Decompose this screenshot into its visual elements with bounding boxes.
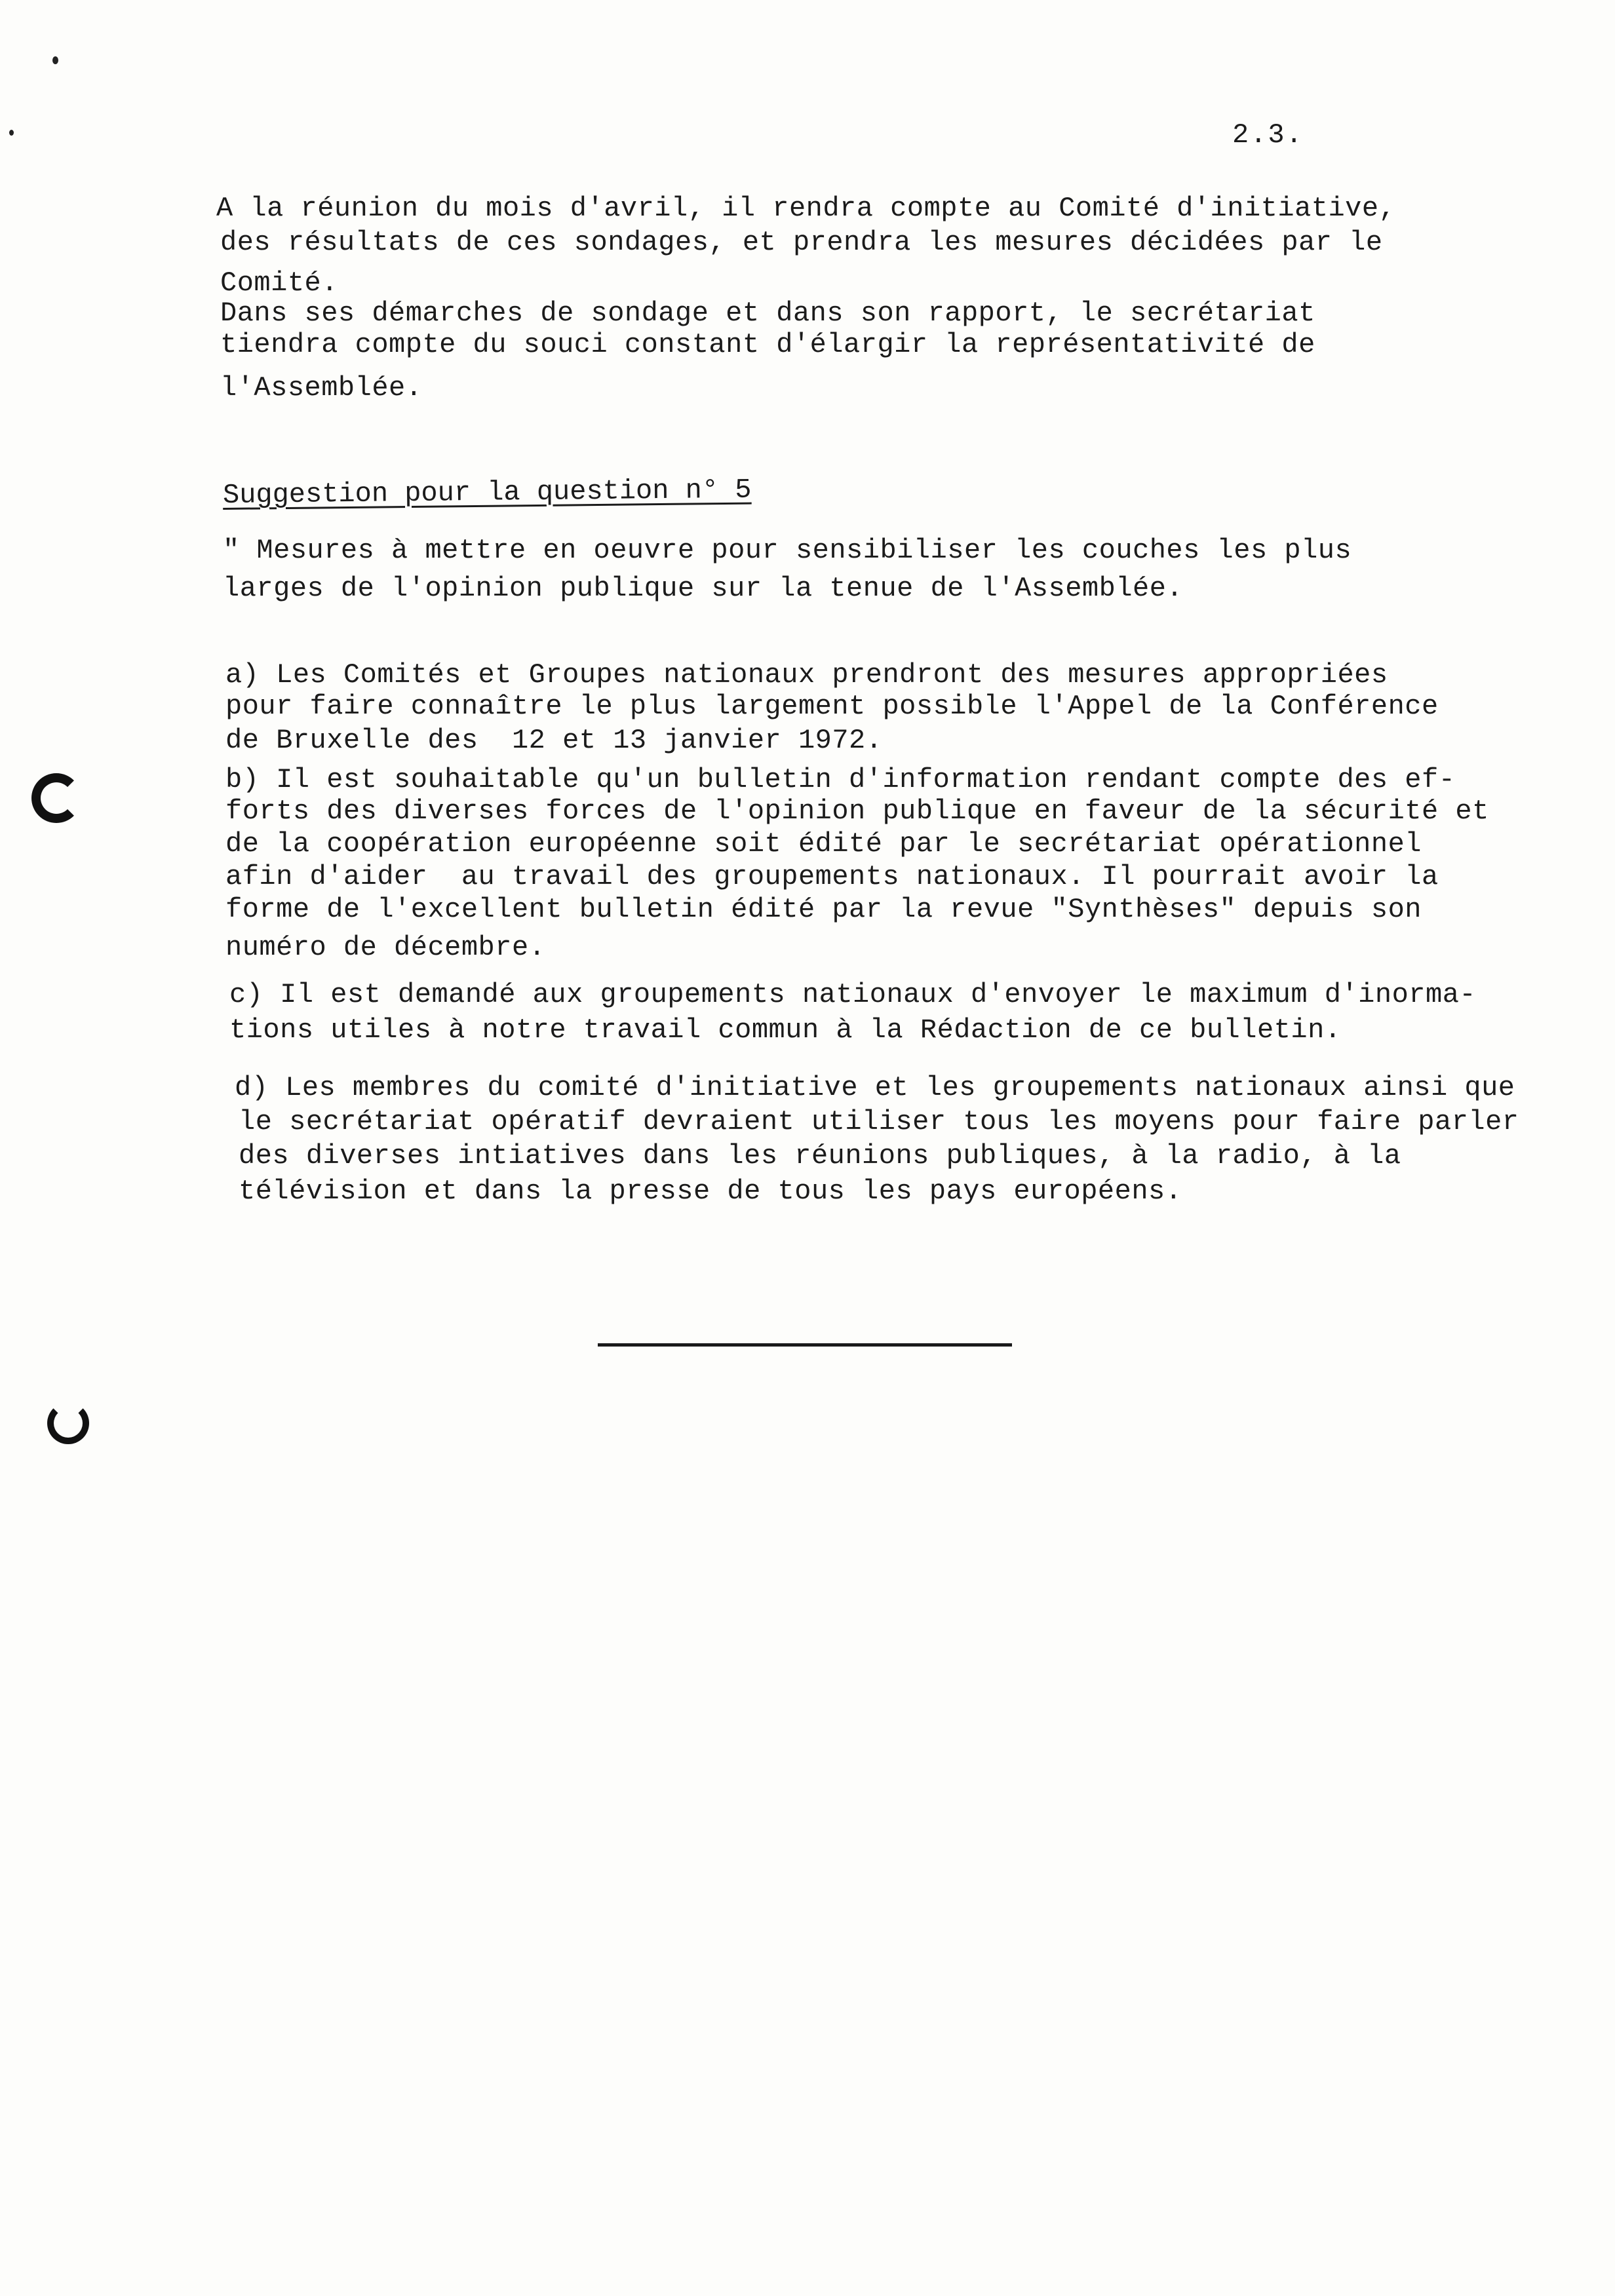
item-b-line: b) Il est souhaitable qu'un bulletin d'information rendant compte des ef- [225,764,1456,795]
item-b-line: numéro de décembre. [225,932,546,963]
item-d-line: le secrétariat opératif devraient utiliser tous les moyens pour faire parler [239,1106,1519,1138]
punch-hole-mark [47,1402,89,1444]
intro-line: A la réunion du mois d'avril, il rendra compte au Comité d'initiative, [216,193,1396,224]
item-d-line: télévision et dans la presse de tous les pays européens. [239,1176,1182,1207]
item-a-line: pour faire connaître le plus largement possible l'Appel de la Conférence [225,691,1439,722]
scan-speck [9,130,14,136]
item-d-line: des diverses intiatives dans les réunions publiques, à la radio, à la [239,1140,1401,1172]
closing-rule [598,1343,1012,1347]
intro-line: Dans ses démarches de sondage et dans son rapport, le secrétariat [220,297,1315,329]
item-b-line: forts des diverses forces de l'opinion publique en faveur de la sécurité et [225,795,1489,827]
item-b-line: afin d'aider au travail des groupements nationaux. Il pourrait avoir la [225,861,1439,892]
item-b-line: de la coopération européenne soit édité par le secrétariat opérationnel [225,828,1422,860]
punch-hole-mark [31,773,81,823]
intro-line: l'Assemblée. [220,372,423,404]
item-a-line: de Bruxelle des 12 et 13 janvier 1972. [225,725,883,756]
intro-line: tiendra compte du souci constant d'élargir la représentativité de [220,329,1315,360]
item-c-line: tions utiles à notre travail commun à la Rédaction de ce bulletin. [229,1014,1342,1046]
section-heading: Suggestion pour la question n° 5 [222,474,752,511]
item-c-line: c) Il est demandé aux groupements nationaux d'envoyer le maximum d'inorma- [229,979,1477,1010]
intro-line: des résultats de ces sondages, et prendra les mesures décidées par le [220,227,1383,258]
item-d-line: d) Les membres du comité d'initiative et les groupements nationaux ainsi que [235,1072,1515,1103]
item-b-line: forme de l'excellent bulletin édité par la revue "Synthèses" depuis son [225,894,1422,925]
page-number: 2.3. [1232,119,1304,151]
intro-line: Comité. [220,267,338,299]
item-a-line: a) Les Comités et Groupes nationaux prendront des mesures appropriées [225,659,1388,691]
scan-speck [52,56,58,64]
quote-line: larges de l'opinion publique sur la tenue de l'Assemblée. [223,573,1184,604]
quote-line: " Mesures à mettre en oeuvre pour sensibiliser les couches les plus [223,535,1352,566]
